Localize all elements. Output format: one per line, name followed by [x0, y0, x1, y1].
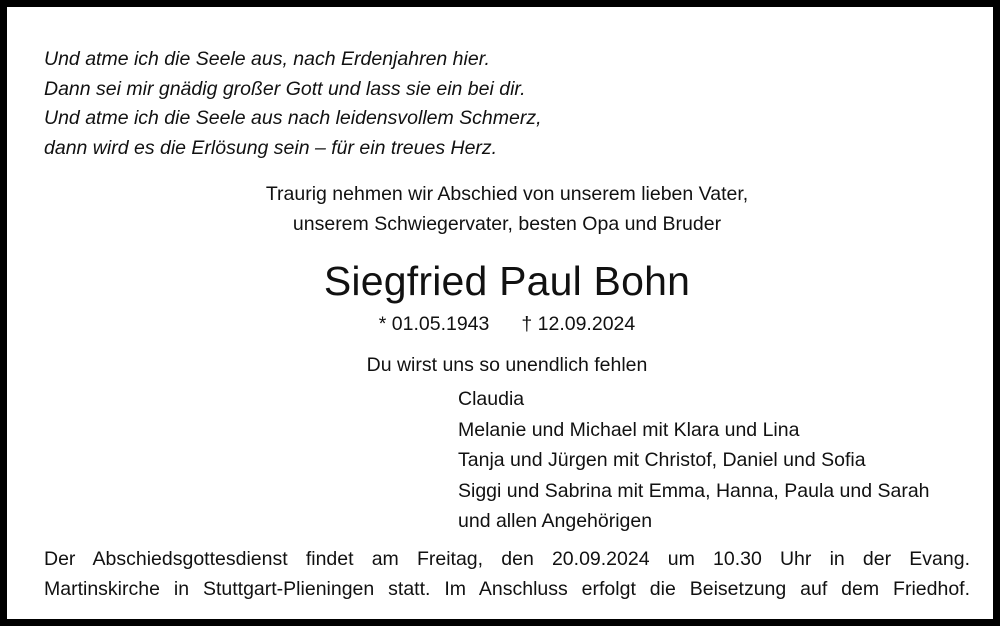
poem-line: Und atme ich die Seele aus nach leidensvollem Schmerz,	[44, 107, 542, 129]
poem-line: Dann sei mir gnädig großer Gott und lass sie ein bei dir.	[44, 77, 526, 100]
family-list	[458, 384, 930, 537]
service-info	[44, 544, 970, 604]
birth-date: * 01.05.1943	[378, 313, 490, 335]
poem-line: dann wird es die Erlösung sein – für ein treues Herz.	[44, 136, 498, 159]
family-member: Siggi und Sabrina mit Emma, Hanna, Paula und Sarah	[458, 479, 930, 502]
intro-line: Traurig nehmen wir Abschied von unserem lieben Vater,	[265, 183, 749, 205]
family-member: Tanja und Jürgen mit Christof, Daniel und Sofia	[458, 449, 866, 471]
farewell-quote: Du wirst uns so unendlich fehlen	[366, 354, 648, 376]
family-member: Melanie und Michael mit Klara und Lina	[458, 418, 800, 441]
intro-text	[7, 179, 1000, 239]
service-line: Martinskirche in Stuttgart-Plieningen statt. Im Anschluss erfolgt die Beisetzung auf dem Friedhof.	[44, 578, 970, 600]
family-member: und allen Angehörigen	[458, 510, 653, 532]
poem	[44, 45, 542, 163]
deceased-name: Siegfried Paul Bohn	[323, 258, 691, 304]
intro-line: unserem Schwiegervater, besten Opa und Bruder	[292, 213, 722, 235]
death-date: † 12.09.2024	[521, 313, 636, 335]
poem-line: Und atme ich die Seele aus, nach Erdenjahren hier.	[44, 48, 490, 70]
life-dates	[7, 310, 1000, 338]
family-member: Claudia	[458, 388, 525, 410]
service-line: Der Abschiedsgottesdienst findet am Freitag, den 20.09.2024 um 10.30 Uhr in der Evang.	[44, 548, 970, 570]
